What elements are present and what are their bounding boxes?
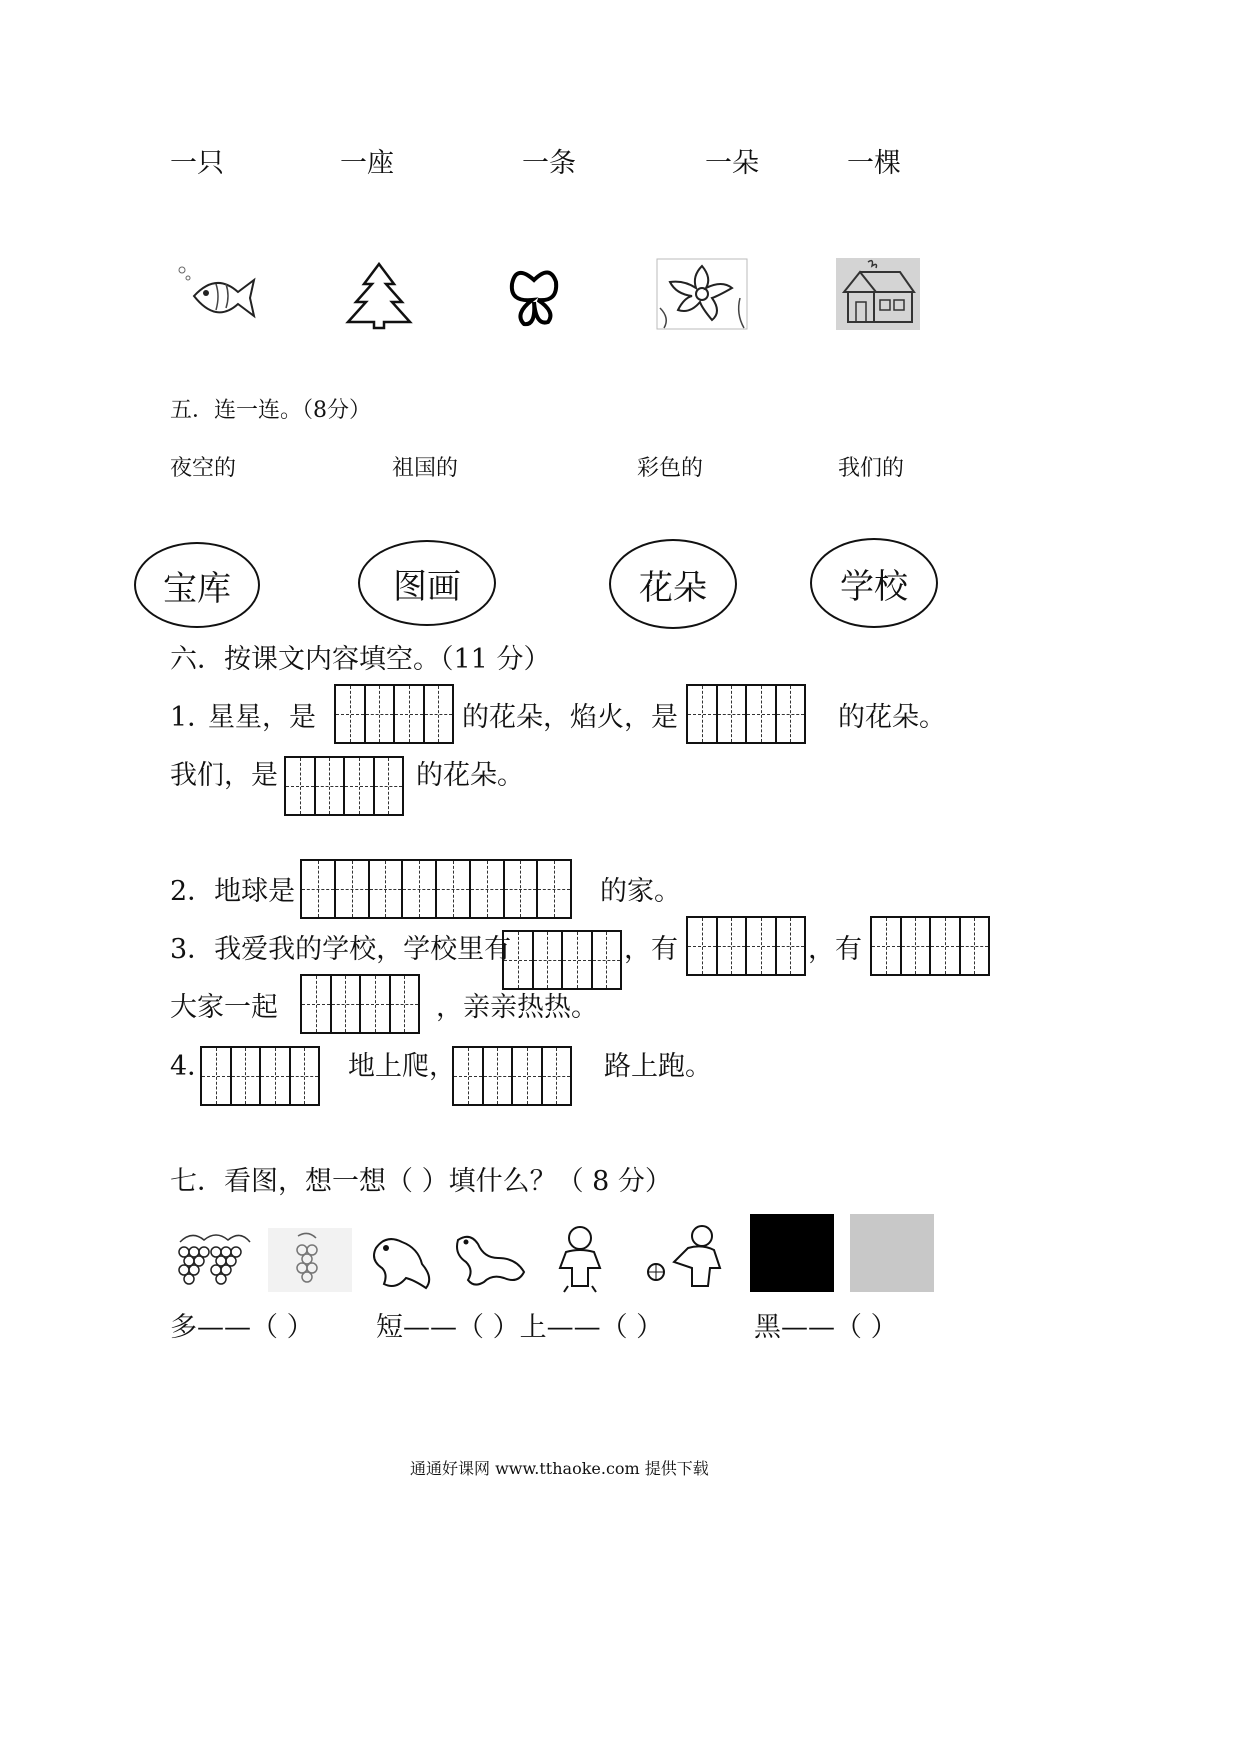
answer-grid[interactable] bbox=[686, 916, 806, 976]
q1-text: 的花朵。 bbox=[838, 702, 946, 733]
fish-icon bbox=[176, 262, 258, 332]
q1-text: 星星，是 bbox=[208, 702, 316, 733]
answer-grid[interactable] bbox=[686, 684, 806, 744]
black-square bbox=[750, 1214, 834, 1292]
q4-text: 地上爬， bbox=[348, 1051, 456, 1082]
section-7-title: 七．看图，想一想（ ）填什么？（ 8 分） bbox=[170, 1166, 672, 1197]
q1-text: 的花朵。 bbox=[416, 760, 524, 791]
measure-word: 一座 bbox=[340, 148, 394, 179]
answer-grid[interactable] bbox=[502, 930, 622, 990]
answer-pair: 黑——（ ） bbox=[754, 1312, 898, 1343]
top-word: 彩色的 bbox=[637, 456, 704, 481]
basketball-player-icon bbox=[640, 1222, 740, 1294]
q1-text: 的花朵，焰火，是 bbox=[462, 702, 678, 733]
top-word: 祖国的 bbox=[392, 456, 459, 481]
oval-word[interactable]: 学校 bbox=[810, 538, 938, 628]
frog-icon bbox=[366, 1228, 438, 1294]
q4-text: 4． bbox=[170, 1051, 215, 1082]
answer-pair: 短——（ ）上——（ ） bbox=[376, 1312, 664, 1343]
answer-pair: 多——（ ） bbox=[170, 1312, 314, 1343]
answer-grid[interactable] bbox=[334, 684, 454, 744]
lizard-icon bbox=[448, 1228, 532, 1294]
measure-word: 一朵 bbox=[705, 148, 759, 179]
q3-text: 大家一起 bbox=[170, 992, 278, 1023]
q3-text: 3．我爱我的学校，学校里有 bbox=[170, 934, 512, 965]
section-5-title: 五．连一连。（8分） bbox=[170, 398, 371, 423]
butterfly-icon bbox=[506, 262, 562, 328]
oval-word[interactable]: 花朵 bbox=[609, 539, 737, 629]
q3-text: ，有 bbox=[808, 934, 862, 965]
q2-text: 的家。 bbox=[600, 876, 681, 907]
answer-grid[interactable] bbox=[300, 859, 572, 919]
answer-grid[interactable] bbox=[284, 756, 404, 816]
answer-grid[interactable] bbox=[300, 974, 420, 1034]
answer-grid[interactable] bbox=[870, 916, 990, 976]
q3-text: ，亲亲热热。 bbox=[436, 992, 598, 1023]
flower-icon bbox=[656, 258, 748, 330]
answer-grid[interactable] bbox=[452, 1046, 572, 1106]
q1-number: 1． bbox=[170, 702, 215, 733]
grapes-many-icon bbox=[170, 1228, 254, 1292]
q2-text: 2．地球是 bbox=[170, 876, 296, 907]
oval-word[interactable]: 宝库 bbox=[134, 542, 260, 628]
footer-credit: 通通好课网 www.tthaoke.com 提供下载 bbox=[410, 1459, 709, 1478]
measure-word: 一棵 bbox=[847, 148, 901, 179]
top-word: 我们的 bbox=[838, 456, 905, 481]
q4-text: 路上跑。 bbox=[604, 1051, 712, 1082]
q1-text: 我们，是 bbox=[170, 760, 278, 791]
oval-word[interactable]: 图画 bbox=[358, 540, 496, 626]
q3-text: ，有 bbox=[624, 934, 678, 965]
measure-word: 一条 bbox=[522, 148, 576, 179]
boy-icon bbox=[540, 1222, 622, 1294]
house-icon bbox=[836, 258, 920, 330]
grapes-few-icon bbox=[268, 1228, 352, 1292]
pine-tree-icon bbox=[344, 262, 414, 330]
measure-word: 一只 bbox=[170, 148, 224, 179]
answer-grid[interactable] bbox=[200, 1046, 320, 1106]
gray-square bbox=[850, 1214, 934, 1292]
top-word: 夜空的 bbox=[170, 456, 237, 481]
section-6-title: 六．按课文内容填空。（11 分） bbox=[170, 644, 551, 675]
